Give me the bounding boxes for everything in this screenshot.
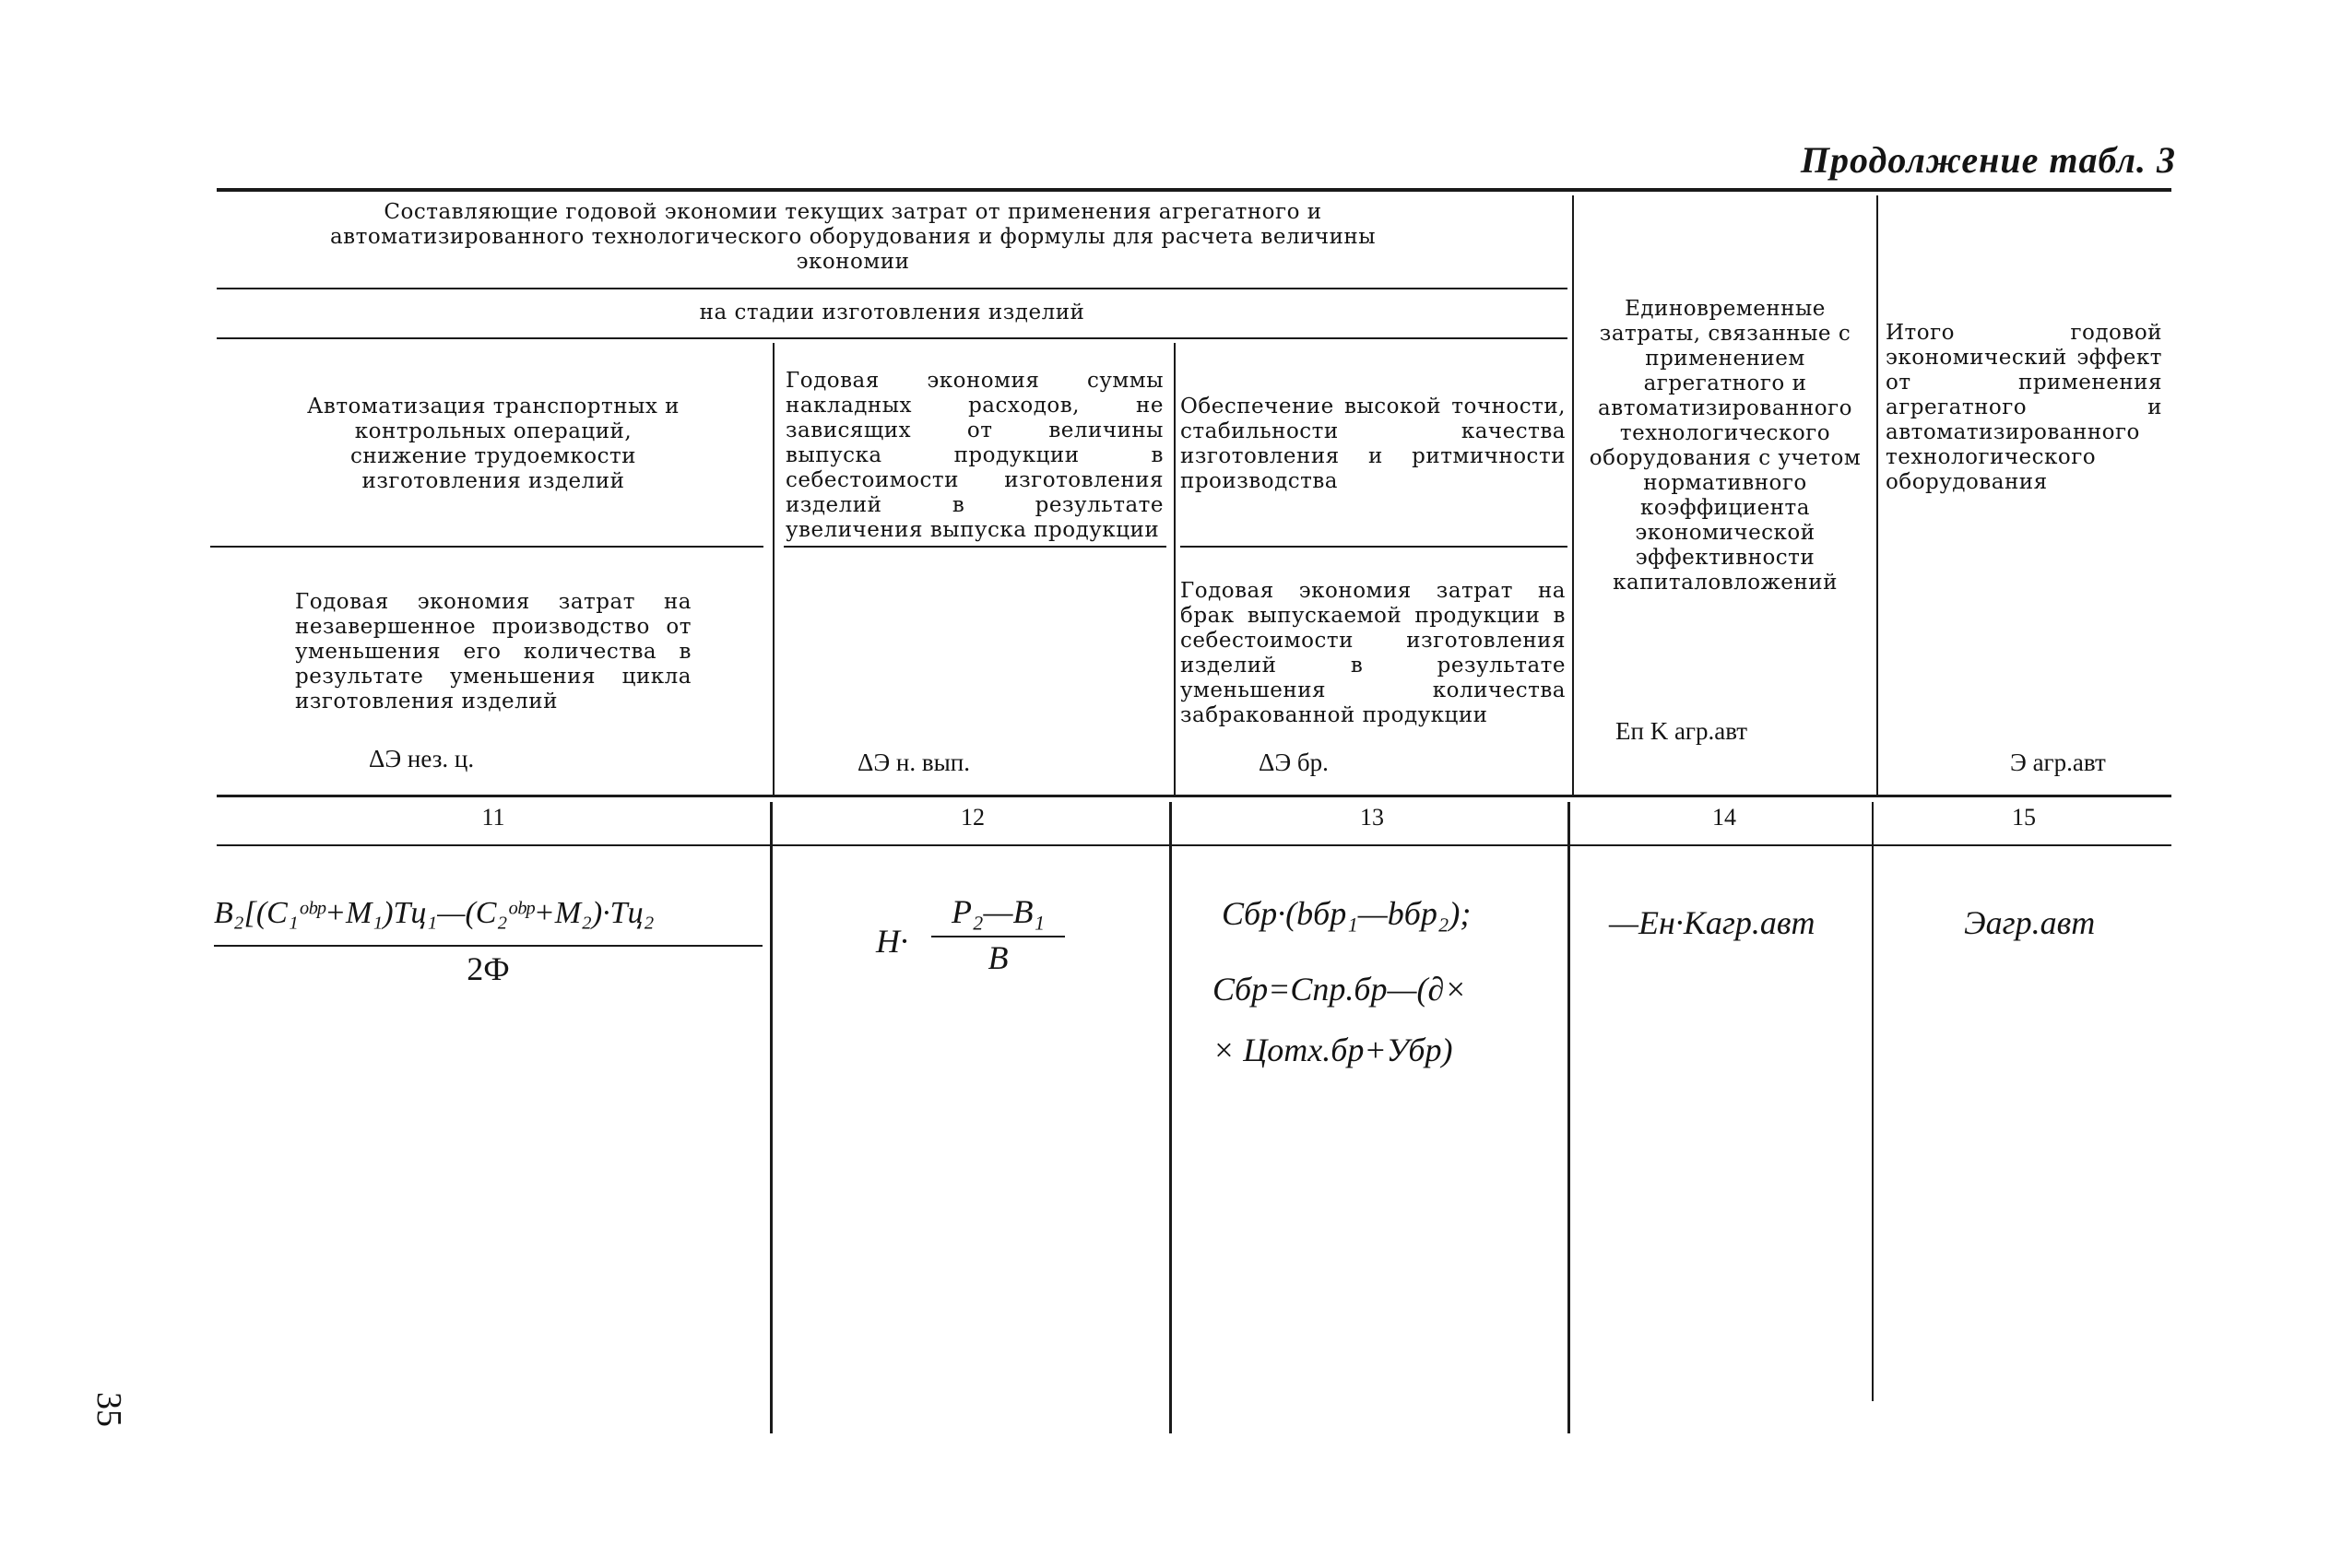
formula-11-denominator: 2Ф: [467, 950, 510, 987]
formula-11-numerator: B₂[(C₁ᵒᵇᵖ+M₁)Tц₁—(C₂ᵒᵇᵖ+M₂)·Tц₂: [214, 896, 655, 930]
col-divider-14-15-body: [1872, 802, 1874, 1401]
col11-bottom-text: Годовая экономия затрат на незавершенное производство от уменьшения его количества в результате уменьшения цикла изготовления изделий: [295, 590, 692, 713]
col15-symbol: Э агр.авт: [2010, 749, 2106, 776]
col-divider-14-15: [1876, 195, 1878, 795]
col11-top-text: Автоматизация транспортных и контрольных операций, снижение трудоемкости изготовления изделий: [306, 395, 680, 493]
numbers-rule: [217, 844, 2171, 846]
formula-12-prefix: H·: [876, 923, 908, 960]
col11-symbol: ΔЭ нез. ц.: [369, 745, 475, 772]
column-number-13: 13: [1360, 804, 1384, 831]
stage-rule: [217, 337, 1567, 339]
col12-mid-rule: [784, 546, 1166, 548]
formula-12-denominator: B: [988, 939, 1009, 976]
main-header-text: Составляющие годовой экономии текущих затрат от применения агрегатного и автоматизированного технологического оборудования и формулы для расчета величины экономии: [329, 200, 1377, 274]
col13-bottom-text: Годовая экономия затрат на брак выпускаемой продукции в себестоимости изготовления изделий в результате уменьшения количества забракованной продукции: [1180, 579, 1566, 727]
col-divider-13-14-body: [1567, 802, 1570, 1433]
col12-top-text: Годовая экономия суммы накладных расходов, не зависящих от величины выпуска продукции в себестоимости изготовления изделий в результате увеличения выпуска продукции: [786, 369, 1164, 542]
formula-12-fraction-bar: [931, 936, 1065, 937]
formula-13-line-2: Cбр=Cпр.бр—(∂×: [1212, 971, 1467, 1008]
column-number-14: 14: [1712, 804, 1736, 831]
col-divider-13-14: [1572, 195, 1574, 795]
col-divider-11-12: [773, 343, 775, 795]
formula-13-line-3: × Цотх.бр+Убр): [1212, 1032, 1453, 1068]
column-number-15: 15: [2012, 804, 2036, 831]
header-bottom-rule: [217, 795, 2171, 797]
formula-11-fraction-bar: [214, 945, 763, 947]
table-continuation-caption: Продолжение табл. 3: [1800, 139, 2176, 181]
column-number-12: 12: [961, 804, 985, 831]
formula-12-numerator: P₂—B₁: [951, 893, 1046, 930]
col-divider-12-13-body: [1169, 802, 1172, 1433]
main-header-rule: [217, 288, 1567, 289]
top-rule: [217, 188, 2171, 192]
formula-14: —Eн·Kагр.авт: [1609, 904, 1816, 941]
col13-symbol: ΔЭ бр.: [1259, 749, 1329, 776]
formula-15: Эагр.авт: [1964, 904, 2096, 941]
column-number-11: 11: [481, 804, 505, 831]
col13-top-text: Обеспечение высокой точности, стабильности качества изготовления и ритмичности производства: [1180, 395, 1566, 493]
stage-header-text: на стадии изготовления изделий: [699, 301, 1085, 324]
formula-13-line-1: Cбр·(bбр₁—bбр₂);: [1222, 895, 1472, 932]
col13-mid-rule: [1180, 546, 1567, 548]
col14-symbol: Eп K агр.авт: [1615, 717, 1748, 745]
page-number: 35: [89, 1392, 128, 1427]
col15-text: Итого годовой экономический эффект от применения агрегатного и автоматизированного технологического оборудования: [1886, 321, 2162, 494]
col11-mid-rule: [210, 546, 763, 548]
col14-text: Единовременные затраты, связанные с применением агрегатного и автоматизированного технологического оборудования с учетом нормативного коэффициента экономической эффективности капиталовложений: [1589, 297, 1862, 595]
col-divider-12-13: [1174, 343, 1176, 795]
col-divider-11-12-body: [770, 802, 773, 1433]
col12-symbol: ΔЭ н. вып.: [857, 749, 970, 776]
